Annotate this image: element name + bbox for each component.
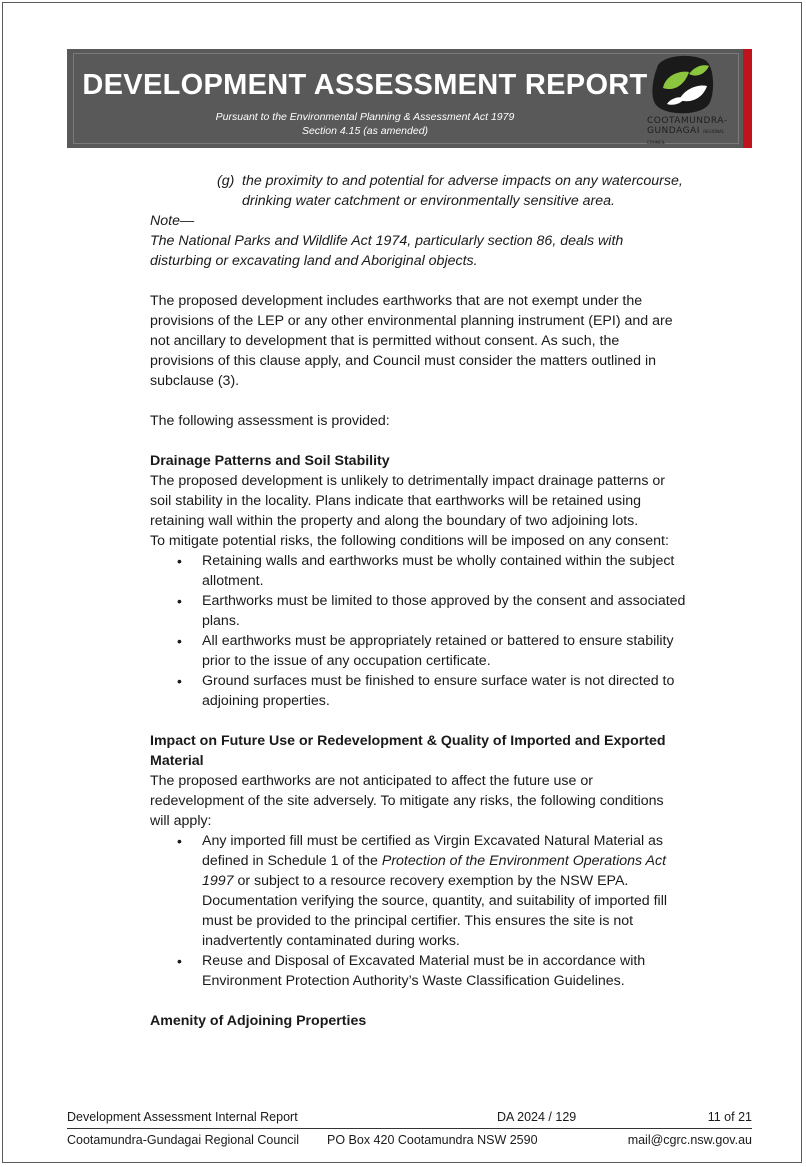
report-header-banner (67, 49, 752, 148)
list-item: • Any imported fill must be certified as Virgin Excavated Natural Material as defined in Schedule 1 of the Protection of the Environment Operations Act 1997 or subject to a resource recovery exemption by the NSW EPA. Documentation verifying the source, quantity, and suitability of imported fill must be provided to the principal certifier. This ensures the site is not inadvertently contaminated during works. (150, 831, 720, 951)
drainage-conditions-list (150, 551, 720, 711)
clause-g-label: (g) (217, 173, 235, 189)
leaf-logo-icon (649, 54, 715, 116)
report-body (150, 171, 720, 1031)
list-item: • Retaining walls and earthworks must be wholly contained within the subject allotment. (150, 551, 720, 591)
note-text: The National Parks and Wildlife Act 1974, particularly section 86, deals with disturbing or excavating land and Aboriginal objects. (150, 233, 624, 269)
logo-line-2: GUNDAGAI REGIONAL COUNCIL (647, 126, 724, 145)
footer-da-number: DA 2024 / 129 (497, 1110, 577, 1124)
section-heading-amenity: Amenity of Adjoining Properties (150, 1013, 367, 1029)
section-heading-drainage: Drainage Patterns and Soil Stability (150, 453, 390, 469)
report-title: DEVELOPMENT ASSESSMENT REPORT (82, 69, 648, 101)
logo-line-1: COOTAMUNDRA- (647, 116, 728, 126)
fill-conditions-list (150, 831, 720, 991)
report-subtitle-section: Section 4.15 (as amended) (301, 125, 429, 137)
list-item: • Reuse and Disposal of Excavated Material must be in accordance with Environment Protection Authority’s Waste Classification Guidelines. (150, 951, 720, 991)
list-item: • Earthworks must be limited to those approved by the consent and associated plans. (150, 591, 720, 631)
earthworks-paragraph: The proposed development includes earthworks that are not exempt under the provisions of the LEP or any other environmental planning instrument (EPI) and are not ancillary to development that is permitted without consent. As such, the provisions of this clause apply, and Council must consider the matters outlined in subclause (3). (150, 293, 673, 389)
footer-email: mail@cgrc.nsw.gov.au (627, 1133, 752, 1147)
header-accent-bar (743, 49, 752, 148)
footer-divider (67, 1128, 752, 1129)
list-item: • All earthworks must be appropriately retained or battered to ensure stability prior to the issue of any occupation certificate. (150, 631, 720, 671)
section-heading-future-use: Impact on Future Use or Redevelopment & Quality of Imported and Exported Material (150, 733, 666, 769)
footer-council-name: Cootamundra-Gundagai Regional Council (67, 1133, 300, 1147)
list-item: • Ground surfaces must be finished to ensure surface water is not directed to adjoining properties. (150, 671, 720, 711)
footer-report-name: Development Assessment Internal Report (67, 1110, 298, 1124)
clause-g-line-2: drinking water catchment or environmentally sensitive area. (242, 193, 615, 209)
report-subtitle-act: Pursuant to the Environmental Planning & Assessment Act 1979 (215, 111, 515, 123)
footer-address: PO Box 420 Cootamundra NSW 2590 (327, 1133, 538, 1147)
logo-wordmark (647, 116, 727, 148)
assessment-intro: The following assessment is provided: (150, 413, 390, 429)
future-use-paragraph: The proposed earthworks are not anticipated to affect the future use or redevelopment of the site adversely. To mitigate any risks, the following conditions will apply: (150, 773, 664, 829)
clause-g (150, 171, 720, 211)
council-logo (647, 54, 727, 144)
footer-page-number: 11 of 21 (707, 1110, 752, 1124)
drainage-paragraph: The proposed development is unlikely to detrimentally impact drainage patterns or soil stability in the locality. Plans indicate that earthworks will be retained using retaining wall within the property and along the boundary of two adjoining lots. To mitigate potential risks, the following conditions will be imposed on any consent: (150, 473, 669, 549)
clause-g-line-1: the proximity to and potential for adverse impacts on any watercourse, (242, 173, 683, 189)
note-label: Note— (150, 213, 195, 229)
